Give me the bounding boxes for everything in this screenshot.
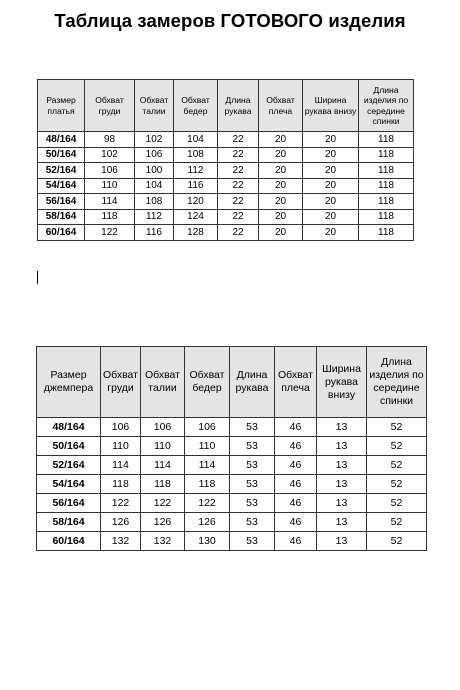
table-row (37, 494, 427, 513)
table-cell: 128 (174, 225, 218, 241)
table-cell: 46 (275, 437, 317, 456)
table-cell: 126 (141, 513, 185, 532)
table-cell: 116 (135, 225, 174, 241)
header-row (37, 347, 427, 418)
table-cell: 53 (230, 475, 275, 494)
table-cell: 118 (359, 147, 414, 163)
table-cell: 118 (359, 225, 414, 241)
table-cell: 104 (135, 178, 174, 194)
table-cell: 13 (317, 513, 367, 532)
table-cell: 46 (275, 513, 317, 532)
table-cell: 114 (141, 456, 185, 475)
table-row (38, 194, 414, 210)
table-cell: 52 (367, 513, 427, 532)
header-cell: Длина изделия по середине спинки (359, 80, 414, 132)
table-cell: 108 (135, 194, 174, 210)
table-cell: 118 (185, 475, 230, 494)
table-cell: 112 (174, 163, 218, 179)
table-row (37, 513, 427, 532)
table-cell: 20 (303, 132, 359, 148)
table-cell: 126 (101, 513, 141, 532)
table-cell: 20 (259, 163, 303, 179)
size-cell: 56/164 (38, 194, 85, 210)
header-cell: Ширина рукава внизу (317, 347, 367, 418)
table-cell: 20 (303, 178, 359, 194)
table-row (37, 418, 427, 437)
table-cell: 13 (317, 418, 367, 437)
table-cell: 122 (85, 225, 135, 241)
header-cell: Обхват бедер (185, 347, 230, 418)
page-title: Таблица замеров ГОТОВОГО изделия (54, 10, 406, 31)
size-cell: 58/164 (38, 209, 85, 225)
size-cell: 48/164 (38, 132, 85, 148)
table-cell: 106 (185, 418, 230, 437)
size-cell: 56/164 (37, 494, 101, 513)
table-cell: 13 (317, 475, 367, 494)
table-cell: 118 (141, 475, 185, 494)
size-cell: 54/164 (37, 475, 101, 494)
table-row (37, 475, 427, 494)
table-cell: 13 (317, 456, 367, 475)
table-cell: 100 (135, 163, 174, 179)
table-cell: 46 (275, 475, 317, 494)
table-cell: 132 (141, 532, 185, 551)
table-cell: 53 (230, 513, 275, 532)
table-cell: 118 (359, 209, 414, 225)
table-cell: 20 (303, 163, 359, 179)
table-cell: 130 (185, 532, 230, 551)
table-cell: 52 (367, 456, 427, 475)
table-cell: 53 (230, 456, 275, 475)
table-cell: 118 (359, 194, 414, 210)
table-cell: 53 (230, 418, 275, 437)
table-cell: 20 (303, 209, 359, 225)
header-cell: Обхват груди (101, 347, 141, 418)
size-cell: 58/164 (37, 513, 101, 532)
table-cell: 20 (259, 178, 303, 194)
table-cell: 106 (85, 163, 135, 179)
table-cell: 52 (367, 532, 427, 551)
jumper-size-table (36, 346, 427, 551)
header-cell: Обхват плеча (259, 80, 303, 132)
table-row (38, 163, 414, 179)
table-cell: 110 (85, 178, 135, 194)
header-cell: Обхват талии (135, 80, 174, 132)
size-cell: 48/164 (37, 418, 101, 437)
table-cell: 114 (185, 456, 230, 475)
header-cell: Обхват бедер (174, 80, 218, 132)
table-cell: 52 (367, 475, 427, 494)
table-cell: 20 (259, 147, 303, 163)
table-cell: 104 (174, 132, 218, 148)
table-row (38, 209, 414, 225)
table-cell: 46 (275, 418, 317, 437)
text-cursor (37, 271, 38, 284)
table-cell: 118 (359, 163, 414, 179)
table-cell: 114 (85, 194, 135, 210)
header-cell: Размер джемпера (37, 347, 101, 418)
table-cell: 118 (101, 475, 141, 494)
table-cell: 20 (259, 132, 303, 148)
header-cell: Обхват талии (141, 347, 185, 418)
table-cell: 22 (218, 209, 259, 225)
table-cell: 53 (230, 437, 275, 456)
table-row (37, 456, 427, 475)
size-cell: 50/164 (37, 437, 101, 456)
table-cell: 106 (141, 418, 185, 437)
dress-size-table (37, 79, 414, 241)
size-cell: 60/164 (37, 532, 101, 551)
table-row (38, 178, 414, 194)
table-cell: 13 (317, 437, 367, 456)
table-cell: 46 (275, 456, 317, 475)
table-cell: 13 (317, 494, 367, 513)
table-row (38, 132, 414, 148)
table-cell: 20 (259, 194, 303, 210)
table-row (37, 437, 427, 456)
header-cell: Обхват груди (85, 80, 135, 132)
table-cell: 98 (85, 132, 135, 148)
table-cell: 22 (218, 147, 259, 163)
size-cell: 54/164 (38, 178, 85, 194)
header-cell: Ширина рукава внизу (303, 80, 359, 132)
table-cell: 20 (303, 194, 359, 210)
table-cell: 122 (141, 494, 185, 513)
table-cell: 108 (174, 147, 218, 163)
table-cell: 22 (218, 178, 259, 194)
table-cell: 124 (174, 209, 218, 225)
table-cell: 22 (218, 225, 259, 241)
table-cell: 52 (367, 494, 427, 513)
table-cell: 118 (359, 178, 414, 194)
header-cell: Длина рукава (230, 347, 275, 418)
table-cell: 118 (359, 132, 414, 148)
table-cell: 126 (185, 513, 230, 532)
table-cell: 53 (230, 494, 275, 513)
header-row (38, 80, 414, 132)
table-row (37, 532, 427, 551)
table-cell: 13 (317, 532, 367, 551)
table-cell: 116 (174, 178, 218, 194)
table-cell: 110 (185, 437, 230, 456)
table-cell: 120 (174, 194, 218, 210)
table-cell: 20 (303, 147, 359, 163)
table-row (38, 225, 414, 241)
table-cell: 122 (101, 494, 141, 513)
table-cell: 106 (135, 147, 174, 163)
table-cell: 122 (185, 494, 230, 513)
table-cell: 114 (101, 456, 141, 475)
header-cell: Длина рукава (218, 80, 259, 132)
table-cell: 20 (259, 225, 303, 241)
header-cell: Размер платья (38, 80, 85, 132)
table-cell: 52 (367, 437, 427, 456)
table-cell: 132 (101, 532, 141, 551)
table-cell: 20 (259, 209, 303, 225)
table-cell: 110 (141, 437, 185, 456)
table-cell: 46 (275, 494, 317, 513)
table-cell: 20 (303, 225, 359, 241)
table-cell: 110 (101, 437, 141, 456)
table-cell: 22 (218, 163, 259, 179)
header-cell: Обхват плеча (275, 347, 317, 418)
table-cell: 118 (85, 209, 135, 225)
table-cell: 106 (101, 418, 141, 437)
table-cell: 52 (367, 418, 427, 437)
size-cell: 52/164 (37, 456, 101, 475)
table-cell: 112 (135, 209, 174, 225)
size-cell: 60/164 (38, 225, 85, 241)
size-cell: 50/164 (38, 147, 85, 163)
table-cell: 102 (135, 132, 174, 148)
header-cell: Длина изделия по середине спинки (367, 347, 427, 418)
table-cell: 22 (218, 132, 259, 148)
table-cell: 22 (218, 194, 259, 210)
size-cell: 52/164 (38, 163, 85, 179)
table-row (38, 147, 414, 163)
table-cell: 46 (275, 532, 317, 551)
table-cell: 53 (230, 532, 275, 551)
table-cell: 102 (85, 147, 135, 163)
